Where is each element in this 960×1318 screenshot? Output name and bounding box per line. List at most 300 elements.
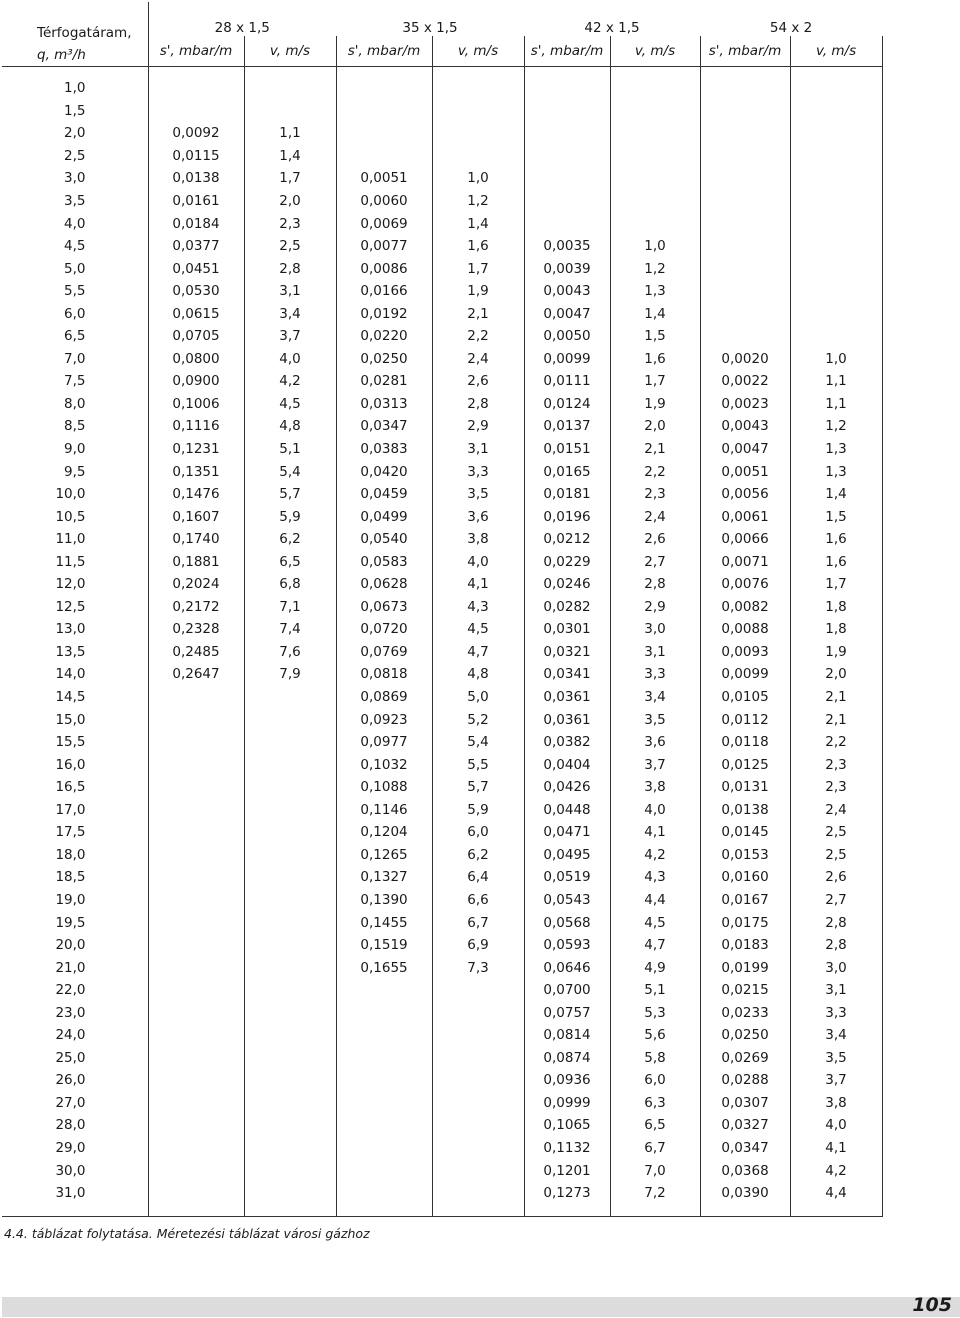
pressure-drop-cell: 0,0165	[524, 460, 610, 483]
flow-rate-cell: 25,0	[2, 1047, 148, 1070]
pressure-drop-cell: 0,0047	[700, 438, 790, 461]
velocity-cell	[790, 212, 882, 235]
velocity-cell	[610, 100, 700, 123]
pressure-drop-cell: 0,0615	[148, 302, 244, 325]
velocity-cell: 4,2	[790, 1159, 882, 1182]
velocity-cell: 2,1	[432, 302, 524, 325]
velocity-cell: 2,6	[610, 528, 700, 551]
velocity-cell	[610, 167, 700, 190]
pressure-drop-cell	[148, 708, 244, 731]
pressure-drop-cell: 0,0125	[700, 753, 790, 776]
table-row	[2, 708, 882, 731]
pressure-drop-cell: 0,1476	[148, 483, 244, 506]
table-body	[2, 67, 882, 1217]
pressure-drop-cell: 0,0192	[336, 302, 432, 325]
pressure-drop-cell	[148, 686, 244, 709]
velocity-cell: 2,0	[244, 190, 336, 213]
velocity-cell: 7,1	[244, 596, 336, 619]
velocity-cell	[432, 122, 524, 145]
velocity-cell: 1,4	[610, 302, 700, 325]
pressure-drop-cell: 0,0377	[148, 235, 244, 258]
flow-rate-cell: 23,0	[2, 1001, 148, 1024]
pressure-drop-cell: 0,0088	[700, 618, 790, 641]
velocity-cell	[432, 1092, 524, 1115]
velocity-cell	[432, 1024, 524, 1047]
velocity-cell: 4,5	[244, 393, 336, 416]
velocity-cell: 5,1	[244, 438, 336, 461]
pressure-drop-cell	[700, 235, 790, 258]
pressure-drop-cell: 0,0282	[524, 596, 610, 619]
velocity-cell: 2,5	[244, 235, 336, 258]
velocity-cell: 1,7	[244, 167, 336, 190]
pressure-drop-cell: 0,1006	[148, 393, 244, 416]
velocity-cell: 6,5	[610, 1114, 700, 1137]
velocity-cell: 6,5	[244, 550, 336, 573]
pressure-drop-cell: 0,0060	[336, 190, 432, 213]
pressure-drop-cell: 0,2328	[148, 618, 244, 641]
velocity-cell: 2,8	[432, 393, 524, 416]
flow-rate-cell: 21,0	[2, 956, 148, 979]
velocity-cell: 2,1	[790, 686, 882, 709]
velocity-cell: 5,7	[432, 776, 524, 799]
pressure-drop-cell	[148, 866, 244, 889]
pressure-drop-cell: 0,1265	[336, 844, 432, 867]
velocity-cell	[790, 235, 882, 258]
flow-rate-cell: 8,5	[2, 415, 148, 438]
col-header-s: s', mbar/m	[336, 36, 432, 67]
table-row	[2, 663, 882, 686]
velocity-cell: 3,7	[610, 753, 700, 776]
pressure-drop-cell	[336, 1024, 432, 1047]
table-row	[2, 1137, 882, 1160]
pressure-drop-cell: 0,0161	[148, 190, 244, 213]
pressure-drop-cell	[700, 212, 790, 235]
velocity-cell: 2,1	[790, 708, 882, 731]
pressure-drop-cell: 0,0426	[524, 776, 610, 799]
velocity-cell	[790, 325, 882, 348]
velocity-cell: 4,5	[432, 618, 524, 641]
pressure-drop-cell: 0,0082	[700, 596, 790, 619]
pressure-drop-cell	[148, 1001, 244, 1024]
pressure-drop-cell	[336, 1001, 432, 1024]
pressure-drop-cell: 0,0051	[336, 167, 432, 190]
velocity-cell: 1,2	[432, 190, 524, 213]
pressure-drop-cell: 0,0874	[524, 1047, 610, 1070]
flow-rate-cell: 9,5	[2, 460, 148, 483]
velocity-cell	[244, 1092, 336, 1115]
footer-band	[2, 1297, 960, 1317]
pressure-drop-cell: 0,0137	[524, 415, 610, 438]
pressure-drop-cell	[336, 122, 432, 145]
table-row	[2, 753, 882, 776]
velocity-cell: 3,1	[610, 641, 700, 664]
spacer-row	[2, 1204, 882, 1217]
flow-rate-cell: 17,0	[2, 799, 148, 822]
pressure-drop-cell: 0,0183	[700, 934, 790, 957]
velocity-cell: 4,9	[610, 956, 700, 979]
velocity-cell: 2,8	[244, 257, 336, 280]
table-row	[2, 911, 882, 934]
flow-rate-cell: 16,0	[2, 753, 148, 776]
velocity-cell	[244, 1024, 336, 1047]
pressure-drop-cell: 0,0593	[524, 934, 610, 957]
pressure-drop-cell: 0,0495	[524, 844, 610, 867]
velocity-cell: 2,6	[432, 370, 524, 393]
col-header-s: s', mbar/m	[524, 36, 610, 67]
table-row	[2, 889, 882, 912]
pressure-drop-cell	[148, 1024, 244, 1047]
velocity-cell	[244, 1001, 336, 1024]
pressure-drop-cell: 0,1132	[524, 1137, 610, 1160]
pressure-drop-cell	[148, 100, 244, 123]
velocity-cell: 3,3	[790, 1001, 882, 1024]
velocity-cell	[432, 1159, 524, 1182]
pressure-drop-cell: 0,0250	[700, 1024, 790, 1047]
pressure-drop-cell: 0,0138	[700, 799, 790, 822]
velocity-cell: 1,7	[790, 573, 882, 596]
velocity-cell	[432, 979, 524, 1002]
velocity-cell	[610, 122, 700, 145]
velocity-cell: 3,4	[244, 302, 336, 325]
pressure-drop-cell: 0,2172	[148, 596, 244, 619]
table-row	[2, 438, 882, 461]
col-header-s: s', mbar/m	[148, 36, 244, 67]
pressure-drop-cell	[336, 1159, 432, 1182]
velocity-cell: 4,1	[610, 821, 700, 844]
pressure-drop-cell: 0,0530	[148, 280, 244, 303]
velocity-cell	[244, 100, 336, 123]
velocity-cell: 2,3	[790, 753, 882, 776]
velocity-cell: 2,4	[790, 799, 882, 822]
velocity-cell	[244, 1159, 336, 1182]
pressure-drop-cell: 0,0543	[524, 889, 610, 912]
flow-rate-cell: 5,5	[2, 280, 148, 303]
pressure-drop-cell: 0,0499	[336, 505, 432, 528]
velocity-cell: 2,9	[432, 415, 524, 438]
velocity-cell: 4,0	[432, 550, 524, 573]
pressure-drop-cell: 0,1231	[148, 438, 244, 461]
velocity-cell: 2,8	[610, 573, 700, 596]
pressure-drop-cell: 0,0229	[524, 550, 610, 573]
pressure-drop-cell	[148, 77, 244, 100]
velocity-cell: 3,5	[610, 708, 700, 731]
flow-rate-cell: 18,5	[2, 866, 148, 889]
table-row	[2, 573, 882, 596]
pressure-drop-cell: 0,0646	[524, 956, 610, 979]
velocity-cell: 1,1	[790, 370, 882, 393]
velocity-cell: 3,4	[610, 686, 700, 709]
velocity-cell: 1,0	[432, 167, 524, 190]
velocity-cell: 3,0	[610, 618, 700, 641]
velocity-cell: 3,6	[610, 731, 700, 754]
pressure-drop-cell: 0,0077	[336, 235, 432, 258]
pressure-drop-cell: 0,0448	[524, 799, 610, 822]
velocity-cell: 6,7	[432, 911, 524, 934]
pressure-drop-cell: 0,1881	[148, 550, 244, 573]
flow-rate-unit: q, m³/h	[37, 47, 86, 63]
velocity-cell: 2,7	[610, 550, 700, 573]
velocity-cell: 2,2	[432, 325, 524, 348]
velocity-cell: 1,6	[790, 528, 882, 551]
flow-rate-cell: 6,0	[2, 302, 148, 325]
pressure-drop-cell	[148, 1159, 244, 1182]
pressure-drop-cell: 0,0184	[148, 212, 244, 235]
velocity-cell: 6,3	[610, 1092, 700, 1115]
velocity-cell: 2,7	[790, 889, 882, 912]
velocity-cell	[790, 257, 882, 280]
pressure-drop-cell: 0,1519	[336, 934, 432, 957]
velocity-cell: 3,0	[790, 956, 882, 979]
pressure-drop-cell	[148, 1137, 244, 1160]
velocity-cell	[790, 302, 882, 325]
pressure-drop-cell	[148, 1069, 244, 1092]
velocity-cell	[244, 844, 336, 867]
col-header-v: v, m/s	[790, 36, 882, 67]
pipe-header-54: 54 x 2	[769, 20, 813, 36]
table-row	[2, 280, 882, 303]
flow-rate-cell: 13,0	[2, 618, 148, 641]
pipe-header-28: 28 x 1,5	[214, 20, 270, 36]
pressure-drop-cell	[336, 1114, 432, 1137]
pressure-drop-cell	[148, 753, 244, 776]
pressure-drop-cell	[700, 100, 790, 123]
table-row	[2, 799, 882, 822]
pressure-drop-cell: 0,0056	[700, 483, 790, 506]
table-row	[2, 122, 882, 145]
velocity-cell	[790, 145, 882, 168]
pressure-drop-cell: 0,0673	[336, 596, 432, 619]
velocity-cell: 1,5	[610, 325, 700, 348]
pressure-drop-cell: 0,0145	[700, 821, 790, 844]
velocity-cell	[244, 753, 336, 776]
pressure-drop-cell: 0,0301	[524, 618, 610, 641]
flow-rate-cell: 8,0	[2, 393, 148, 416]
pressure-drop-cell: 0,0066	[700, 528, 790, 551]
velocity-cell	[432, 100, 524, 123]
flow-rate-cell: 18,0	[2, 844, 148, 867]
velocity-cell: 2,9	[610, 596, 700, 619]
flow-rate-label: Térfogatáram,	[37, 25, 132, 41]
table-row	[2, 934, 882, 957]
table-row	[2, 979, 882, 1002]
velocity-cell: 5,1	[610, 979, 700, 1002]
pressure-drop-cell: 0,0167	[700, 889, 790, 912]
pressure-drop-cell: 0,0936	[524, 1069, 610, 1092]
pressure-drop-cell: 0,0215	[700, 979, 790, 1002]
velocity-cell: 4,0	[244, 348, 336, 371]
pressure-drop-cell: 0,0115	[148, 145, 244, 168]
velocity-cell: 4,2	[610, 844, 700, 867]
pressure-drop-cell: 0,0818	[336, 663, 432, 686]
table-row	[2, 1092, 882, 1115]
velocity-cell: 1,2	[610, 257, 700, 280]
pressure-drop-cell: 0,1607	[148, 505, 244, 528]
table-row	[2, 844, 882, 867]
flow-rate-cell: 13,5	[2, 641, 148, 664]
velocity-cell	[244, 1047, 336, 1070]
pressure-drop-cell: 0,0071	[700, 550, 790, 573]
pipe-header-35: 35 x 1,5	[402, 20, 458, 36]
pressure-drop-cell	[148, 844, 244, 867]
table-row	[2, 641, 882, 664]
table-row	[2, 1069, 882, 1092]
pressure-drop-cell: 0,0086	[336, 257, 432, 280]
flow-rate-cell: 6,5	[2, 325, 148, 348]
pressure-drop-cell	[336, 77, 432, 100]
pressure-drop-cell	[524, 100, 610, 123]
flow-rate-header	[2, 2, 148, 67]
velocity-cell: 2,6	[790, 866, 882, 889]
velocity-cell: 1,5	[790, 505, 882, 528]
table-caption: 4.4. táblázat folytatása. Méretezési táblázat városi gázhoz	[4, 1226, 370, 1241]
pressure-drop-cell: 0,1032	[336, 753, 432, 776]
table-row	[2, 1001, 882, 1024]
velocity-cell: 5,4	[244, 460, 336, 483]
table-row	[2, 370, 882, 393]
velocity-cell: 1,7	[432, 257, 524, 280]
velocity-cell: 4,3	[432, 596, 524, 619]
flow-rate-cell: 15,0	[2, 708, 148, 731]
velocity-cell: 1,3	[790, 438, 882, 461]
velocity-cell	[244, 1069, 336, 1092]
flow-rate-cell: 10,5	[2, 505, 148, 528]
pressure-drop-cell: 0,1201	[524, 1159, 610, 1182]
velocity-cell: 6,0	[610, 1069, 700, 1092]
pressure-drop-cell: 0,0977	[336, 731, 432, 754]
flow-rate-cell: 7,0	[2, 348, 148, 371]
velocity-cell: 4,2	[244, 370, 336, 393]
pressure-drop-cell: 0,0233	[700, 1001, 790, 1024]
table-row	[2, 235, 882, 258]
flow-rate-cell: 31,0	[2, 1182, 148, 1205]
pressure-drop-cell: 0,0092	[148, 122, 244, 145]
pressure-drop-cell: 0,0043	[524, 280, 610, 303]
pressure-drop-cell	[336, 979, 432, 1002]
velocity-cell: 1,6	[610, 348, 700, 371]
pressure-drop-cell: 0,0269	[700, 1047, 790, 1070]
velocity-cell: 6,2	[244, 528, 336, 551]
pressure-drop-cell: 0,0420	[336, 460, 432, 483]
velocity-cell: 5,4	[432, 731, 524, 754]
pressure-drop-cell	[524, 190, 610, 213]
velocity-cell	[432, 1182, 524, 1205]
pressure-drop-cell: 0,0361	[524, 686, 610, 709]
flow-rate-cell: 1,5	[2, 100, 148, 123]
pressure-drop-cell: 0,0471	[524, 821, 610, 844]
velocity-cell: 5,9	[244, 505, 336, 528]
table-row	[2, 100, 882, 123]
pressure-drop-cell	[148, 731, 244, 754]
pressure-drop-cell: 0,0700	[524, 979, 610, 1002]
table-row	[2, 483, 882, 506]
pressure-drop-cell: 0,0020	[700, 348, 790, 371]
pressure-drop-cell: 0,0999	[524, 1092, 610, 1115]
velocity-cell: 5,6	[610, 1024, 700, 1047]
velocity-cell	[790, 122, 882, 145]
pressure-drop-cell: 0,0800	[148, 348, 244, 371]
table-row	[2, 1114, 882, 1137]
pressure-drop-cell: 0,0869	[336, 686, 432, 709]
flow-rate-cell: 14,0	[2, 663, 148, 686]
pressure-drop-cell: 0,0281	[336, 370, 432, 393]
pressure-drop-cell	[148, 934, 244, 957]
pressure-drop-cell: 0,0035	[524, 235, 610, 258]
flow-rate-cell: 2,0	[2, 122, 148, 145]
velocity-cell: 3,5	[432, 483, 524, 506]
velocity-cell: 5,5	[432, 753, 524, 776]
pressure-drop-cell: 0,0131	[700, 776, 790, 799]
table-row	[2, 190, 882, 213]
velocity-cell	[790, 100, 882, 123]
pressure-drop-cell: 0,1740	[148, 528, 244, 551]
pressure-drop-cell: 0,1273	[524, 1182, 610, 1205]
velocity-cell: 1,6	[790, 550, 882, 573]
pressure-drop-cell: 0,0383	[336, 438, 432, 461]
pressure-drop-cell: 0,0099	[700, 663, 790, 686]
pressure-drop-cell	[336, 1092, 432, 1115]
velocity-cell: 6,2	[432, 844, 524, 867]
pressure-drop-cell: 0,0757	[524, 1001, 610, 1024]
pressure-drop-cell	[148, 776, 244, 799]
velocity-cell: 3,8	[432, 528, 524, 551]
pressure-drop-cell: 0,0540	[336, 528, 432, 551]
velocity-cell: 4,3	[610, 866, 700, 889]
pressure-drop-cell: 0,0361	[524, 708, 610, 731]
table-row	[2, 1024, 882, 1047]
pressure-drop-cell: 0,0347	[700, 1137, 790, 1160]
pressure-drop-cell	[524, 212, 610, 235]
velocity-cell: 2,0	[790, 663, 882, 686]
velocity-cell: 4,7	[610, 934, 700, 957]
velocity-cell: 4,4	[610, 889, 700, 912]
table-row	[2, 596, 882, 619]
col-header-v: v, m/s	[244, 36, 336, 67]
velocity-cell: 3,5	[790, 1047, 882, 1070]
pipe-header-42: 42 x 1,5	[584, 20, 640, 36]
velocity-cell: 3,3	[610, 663, 700, 686]
velocity-cell: 5,2	[432, 708, 524, 731]
pressure-drop-cell: 0,0022	[700, 370, 790, 393]
flow-rate-cell: 2,5	[2, 145, 148, 168]
pressure-drop-cell: 0,0568	[524, 911, 610, 934]
pressure-drop-cell: 0,0047	[524, 302, 610, 325]
flow-rate-cell: 19,5	[2, 911, 148, 934]
pressure-drop-cell	[148, 821, 244, 844]
table-row	[2, 167, 882, 190]
flow-rate-cell: 19,0	[2, 889, 148, 912]
velocity-cell	[244, 979, 336, 1002]
velocity-cell	[244, 1114, 336, 1137]
velocity-cell: 3,1	[432, 438, 524, 461]
velocity-cell: 4,1	[432, 573, 524, 596]
table-row	[2, 145, 882, 168]
pressure-drop-cell: 0,0199	[700, 956, 790, 979]
velocity-cell: 2,0	[610, 415, 700, 438]
flow-rate-cell: 4,0	[2, 212, 148, 235]
velocity-cell: 7,0	[610, 1159, 700, 1182]
flow-rate-cell: 4,5	[2, 235, 148, 258]
pressure-drop-cell	[148, 1047, 244, 1070]
flow-rate-cell: 12,0	[2, 573, 148, 596]
velocity-cell: 6,7	[610, 1137, 700, 1160]
pressure-drop-cell	[148, 956, 244, 979]
pressure-drop-cell: 0,0382	[524, 731, 610, 754]
table-row	[2, 505, 882, 528]
velocity-cell	[244, 799, 336, 822]
velocity-cell: 2,8	[790, 911, 882, 934]
table-row	[2, 1159, 882, 1182]
velocity-cell: 4,8	[432, 663, 524, 686]
